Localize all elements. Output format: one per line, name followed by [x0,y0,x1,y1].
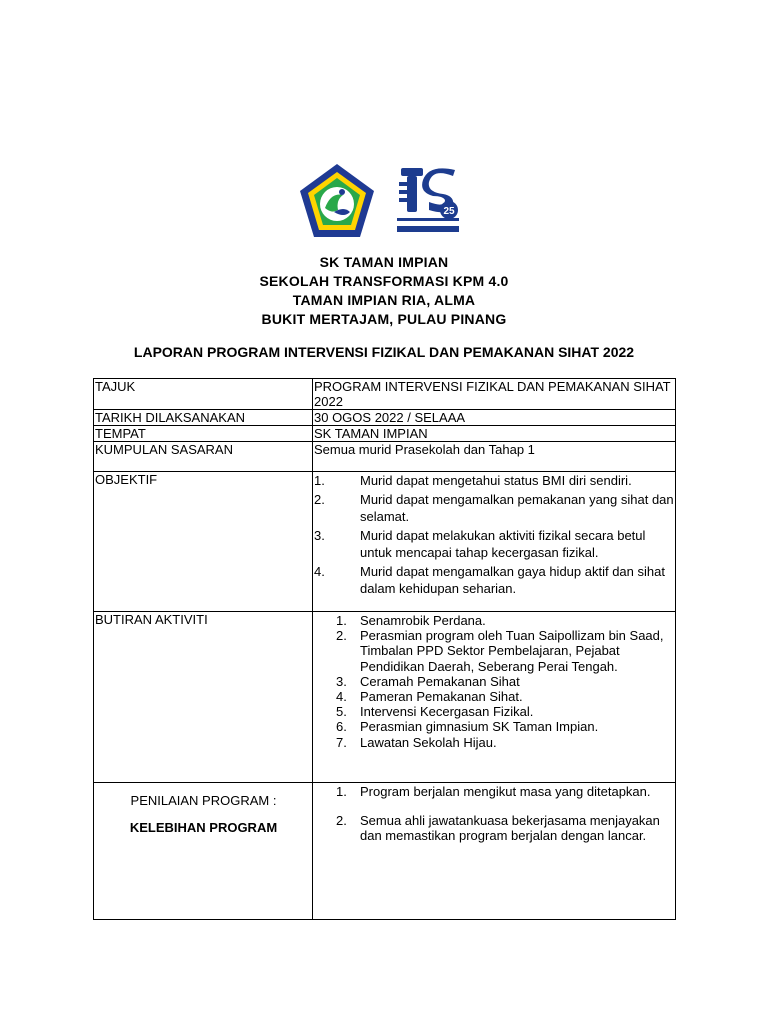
sasaran-value: Semua murid Prasekolah dan Tahap 1 [313,442,676,472]
list-item: 4. Pameran Pemakanan Sihat. [336,689,523,705]
table-row [94,426,676,442]
list-item: 1. Program berjalan mengikut masa yang ditetapkan. [336,784,651,799]
list-item: 6. Perasmian gimnasium SK Taman Impian. [336,719,599,735]
school-address-line2: BUKIT MERTAJAM, PULAU PINANG [261,311,507,327]
report-table [93,378,676,920]
tajuk-label: TAJUK [94,379,313,410]
school-program: SEKOLAH TRANSFORMASI KPM 4.0 [259,273,509,289]
butiran-list [314,613,675,750]
tarikh-label: TARIKH DILAKSANAKAN [94,410,313,426]
list-item: 3. Murid dapat melakukan aktiviti fizikal secara betul untuk mencapai tahap kecergasan fizikal. [314,528,646,560]
table-row [94,472,676,612]
list-item: 1. Senamrobik Perdana. [336,613,486,628]
logo-row [0,160,768,242]
list-item: 5. Intervensi Kecergasan Fizikal. [336,704,534,720]
list-item: 4. Murid dapat mengamalkan gaya hidup aktif dan sihat dalam kehidupan seharian. [314,564,665,596]
school-crest-pentagon-icon [298,162,376,240]
sasaran-label: KUMPULAN SASARAN [94,442,313,472]
list-item: 7. Lawatan Sekolah Hijau. [336,734,497,750]
kelebihan-label: KELEBIHAN PROGRAM [129,820,278,835]
butiran-cell [313,612,676,783]
objektif-label: OBJEKTIF [94,472,313,612]
report-title: LAPORAN PROGRAM INTERVENSI FIZIKAL DAN PEMAKANAN SIHAT 2022 [133,344,635,360]
tajuk-value: PROGRAM INTERVENSI FIZIKAL DAN PEMAKANAN SIHAT 2022 [313,379,676,410]
list-item: 1. Murid dapat mengetahui status BMI diri sendiri. [314,473,632,488]
objektif-list [314,472,675,597]
sekolah-transformasi-ts25-icon [393,166,463,238]
kelebihan-cell [313,783,676,920]
penilaian-label: PENILAIAN PROGRAM : [130,793,277,808]
table-row [94,379,676,410]
list-item: 2. Murid dapat mengamalkan pemakanan yang sihat dan selamat. [314,492,674,524]
list-item: 2. Perasmian program oleh Tuan Saipollizam bin Saad, Timbalan PPD Sektor Pembelajaran, Pejabat Pendidikan Daerah, Seberang Perai Tengah. [336,628,664,674]
kelebihan-list [314,784,675,844]
table-row [94,442,676,472]
school-info-block [0,253,768,329]
table-row [94,410,676,426]
list-item: 2. Semua ahli jawatankuasa bekerjasama menjayakan dan memastikan program berjalan dengan lancar. [336,813,660,844]
school-address-line1: TAMAN IMPIAN RIA, ALMA [292,292,476,308]
objektif-cell [313,472,676,612]
butiran-label: BUTIRAN AKTIVITI [94,612,313,783]
tarikh-value: 30 OGOS 2022 / SELAAA [313,410,676,426]
penilaian-cell [94,783,313,920]
svg-text:25: 25 [443,206,455,217]
school-name: SK TAMAN IMPIAN [319,254,449,270]
table-row [94,783,676,920]
tempat-label: TEMPAT [94,426,313,442]
tempat-value: SK TAMAN IMPIAN [313,426,676,442]
list-item: 3. Ceramah Pemakanan Sihat [336,673,520,689]
table-row [94,612,676,783]
